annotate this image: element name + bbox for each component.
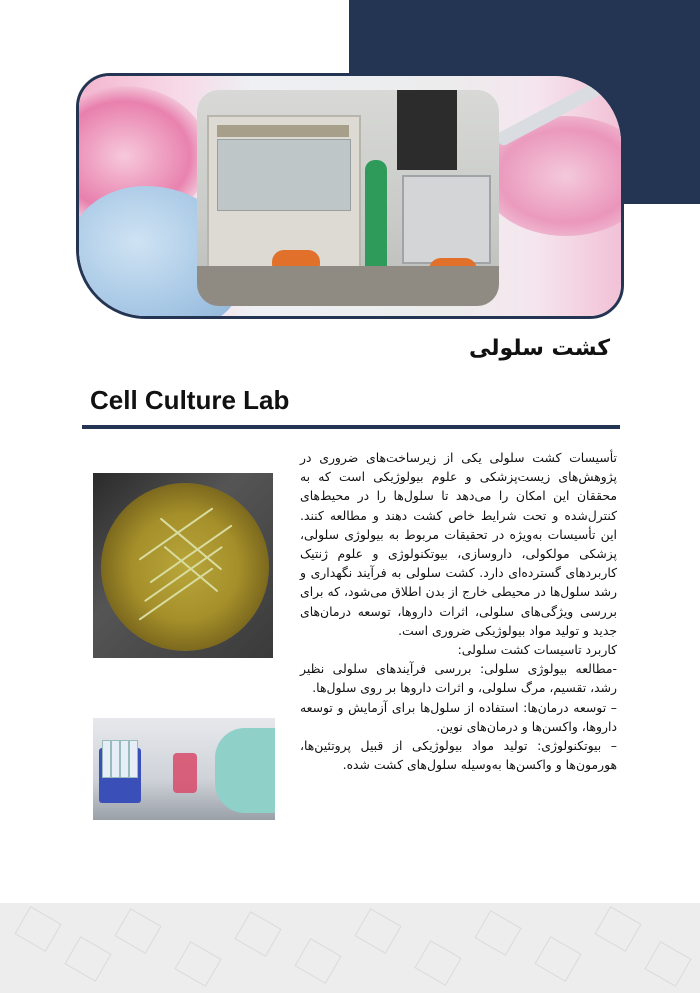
- hex-decoration: [414, 940, 461, 986]
- gas-cylinder: [365, 160, 387, 280]
- body-text: [300, 448, 617, 774]
- page-title-persian: کشت سلولی: [468, 336, 610, 361]
- bacteria-streak: [144, 546, 223, 602]
- application-item: -مطالعه بیولوژی سلولی: بررسی فرآیندهای سلولی نظیر رشد، تقسیم، مرگ سلولی، و اثرات داروها بر روی سلول‌ها.: [300, 661, 617, 696]
- hex-decoration: [174, 941, 221, 987]
- hood-panel: [217, 125, 349, 137]
- biosafety-hood: [207, 115, 361, 269]
- hex-decoration: [474, 910, 521, 956]
- page-title-english: Cell Culture Lab: [90, 385, 290, 415]
- doorway: [397, 90, 457, 170]
- floor: [197, 266, 499, 306]
- hex-decoration: [64, 936, 111, 982]
- hood-window: [217, 139, 351, 211]
- hero-image-frame: [76, 73, 624, 319]
- tube-rack: [99, 748, 141, 803]
- hex-decoration: [594, 906, 641, 952]
- hex-decoration: [534, 936, 581, 982]
- hex-decoration: [644, 941, 691, 987]
- intro-paragraph: تأسیسات کشت سلولی یکی از زیرساخت‌های ضروری در پژوهش‌های زیست‌پزشکی و علوم بیولوژیکی است که به محققان این امکان را می‌دهد تا سلول‌ها را در محیط‌های کنترل‌شده و تحت شرایط خاص کشت دهند و مطالعه کنند. این تأسیسات به‌ویژه در تحقیقات مربوط به بیولوژی سلولی، پزشکی مولکولی، داروسازی، بیوتکنولوژی و علوم ژنتیک کاربردهای گسترده‌ای دارد. کشت سلولی به فرآیند نگهداری و رشد سلول‌ها در محیطی خارج از بدن اطلاق می‌شود، که برای بررسی ویژگی‌های سلولی، اثرات داروها، توسعه درمان‌های جدید و تولید مواد بیولوژیکی ضروری است.: [300, 450, 617, 638]
- bacteria-streak: [160, 518, 223, 571]
- gloved-hand-image: [215, 728, 275, 813]
- lab-room-photo: [197, 90, 499, 306]
- hex-decoration: [14, 906, 61, 952]
- test-tube: [111, 740, 120, 778]
- footer-pattern-band: [0, 903, 700, 993]
- hex-decoration: [354, 908, 401, 954]
- application-item: – توسعه درمان‌ها: استفاده از سلول‌ها برای آزمایش و توسعه داروها، واکسن‌ها و درمان‌های نوین.: [300, 699, 617, 734]
- culture-flask: [173, 753, 197, 793]
- test-tube: [129, 740, 138, 778]
- incubator: [402, 175, 491, 264]
- agar-plate: [101, 483, 269, 651]
- petri-dish-photo: [93, 473, 273, 658]
- title-divider: [82, 425, 620, 429]
- bacteria-streak: [139, 567, 214, 620]
- bacteria-streak: [149, 525, 232, 584]
- biosafety-cabinet-photo: [93, 718, 275, 820]
- hex-decoration: [114, 908, 161, 954]
- application-item: – بیوتکنولوژی: تولید مواد بیولوژیکی از قبیل پروتئین‌ها، هورمون‌ها و واکسن‌ها به‌وسیله سلول‌های کشت شده.: [300, 738, 617, 773]
- hex-decoration: [234, 911, 281, 957]
- hex-decoration: [294, 938, 341, 984]
- test-tube: [102, 740, 111, 778]
- applications-heading: کاربرد تاسیسات کشت سلولی:: [457, 642, 617, 658]
- test-tube: [120, 740, 129, 778]
